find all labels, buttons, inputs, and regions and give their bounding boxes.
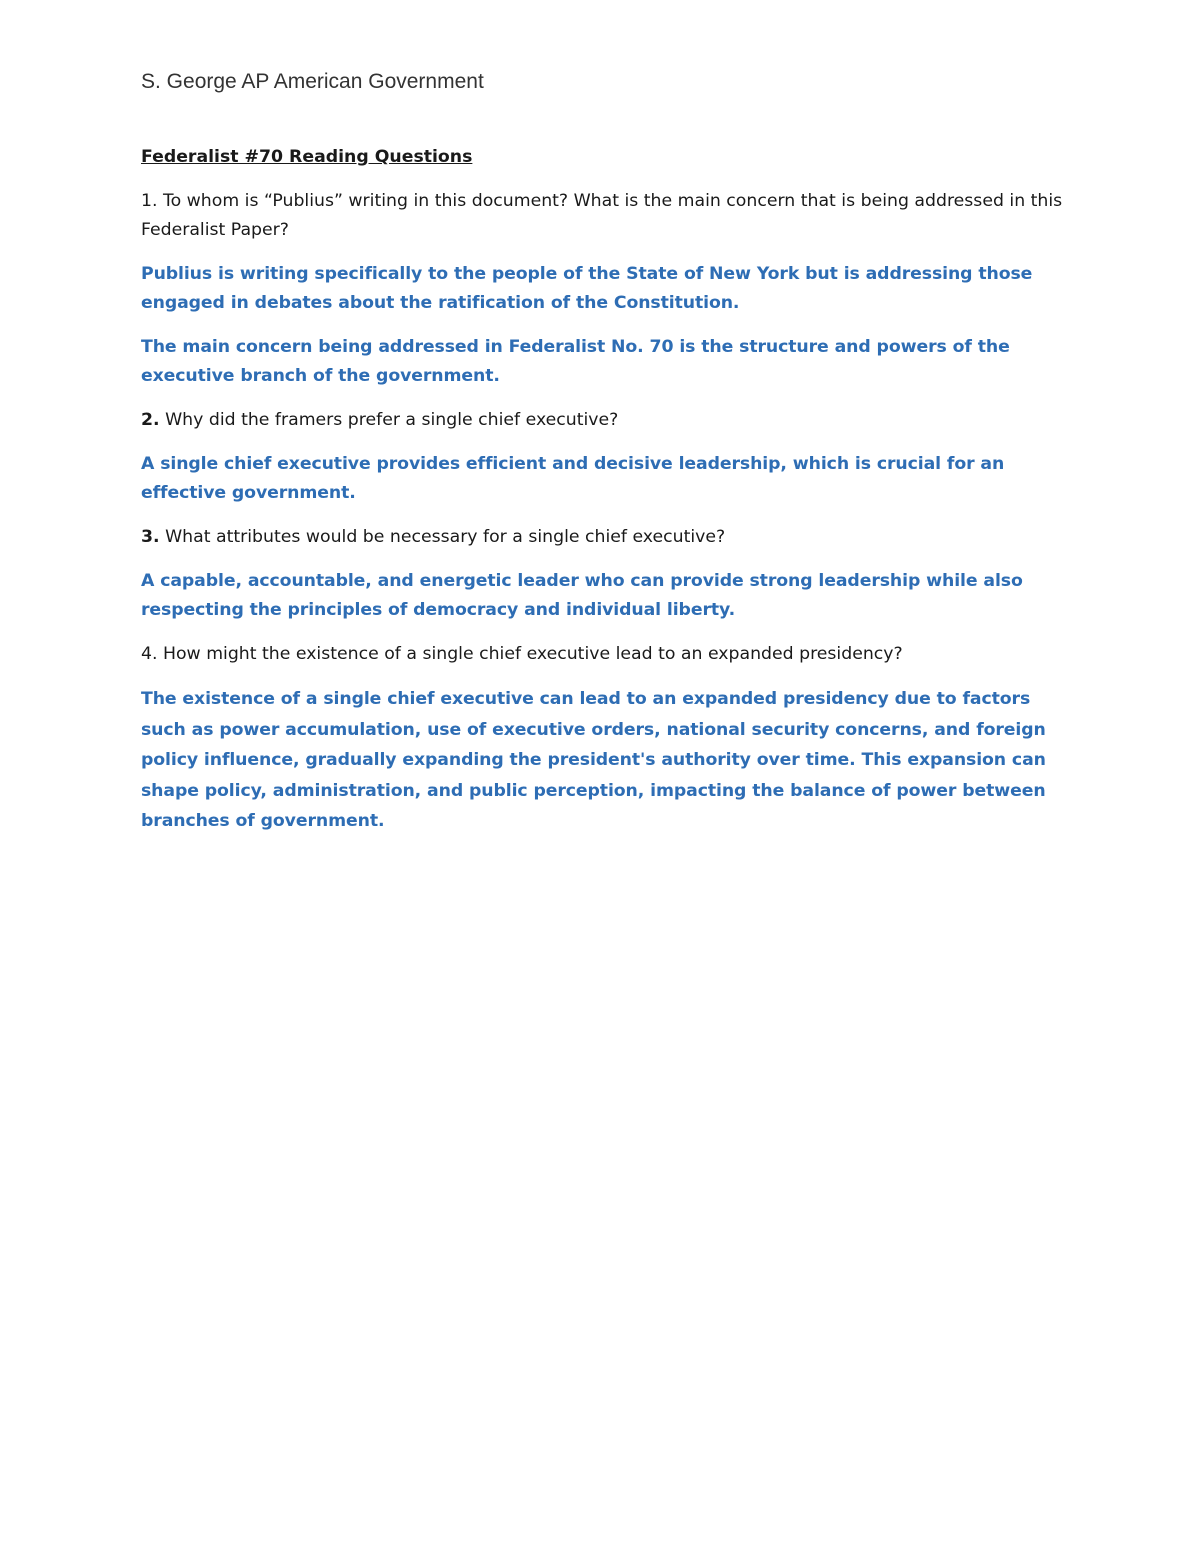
question-1-text: To whom is “Publius” writing in this document? What is the main concern that is being addressed in this Federalist Paper? <box>141 191 1063 240</box>
document-title: Federalist #70 Reading Questions <box>141 147 473 167</box>
question-4-number: 4. <box>141 644 158 664</box>
answer-4: The existence of a single chief executive can lead to an expanded presidency due to factors such as power accumulation, use of executive orders, national security concerns, and foreign policy influence, gradually expanding the president's authority over time. This expansion can shape policy, administration, and public perception, impacting the balance of power between branches of government. <box>141 689 1046 831</box>
question-1-number: 1. <box>141 191 158 211</box>
question-3-number: 3. <box>141 527 160 547</box>
document-header: S. George AP American Government <box>141 70 484 93</box>
question-2 <box>141 406 1071 435</box>
answer-1b: The main concern being addressed in Federalist No. 70 is the structure and powers of the executive branch of the government. <box>141 337 1010 386</box>
question-3 <box>141 523 1071 552</box>
question-4-text: How might the existence of a single chief executive lead to an expanded presidency? <box>157 644 903 664</box>
question-2-text: Why did the framers prefer a single chief executive? <box>159 410 619 430</box>
document-body <box>141 143 1071 852</box>
answer-3: A capable, accountable, and energetic leader who can provide strong leadership while also respecting the principles of democracy and individual liberty. <box>141 571 1023 620</box>
answer-2: A single chief executive provides efficient and decisive leadership, which is crucial for an effective government. <box>141 454 1005 503</box>
question-1 <box>141 187 1071 245</box>
question-4 <box>141 640 1071 669</box>
answer-1a: Publius is writing specifically to the people of the State of New York but is addressing those engaged in debates about the ratification of the Constitution. <box>141 264 1033 313</box>
question-3-text: What attributes would be necessary for a single chief executive? <box>159 527 726 547</box>
question-2-number: 2. <box>141 410 160 430</box>
